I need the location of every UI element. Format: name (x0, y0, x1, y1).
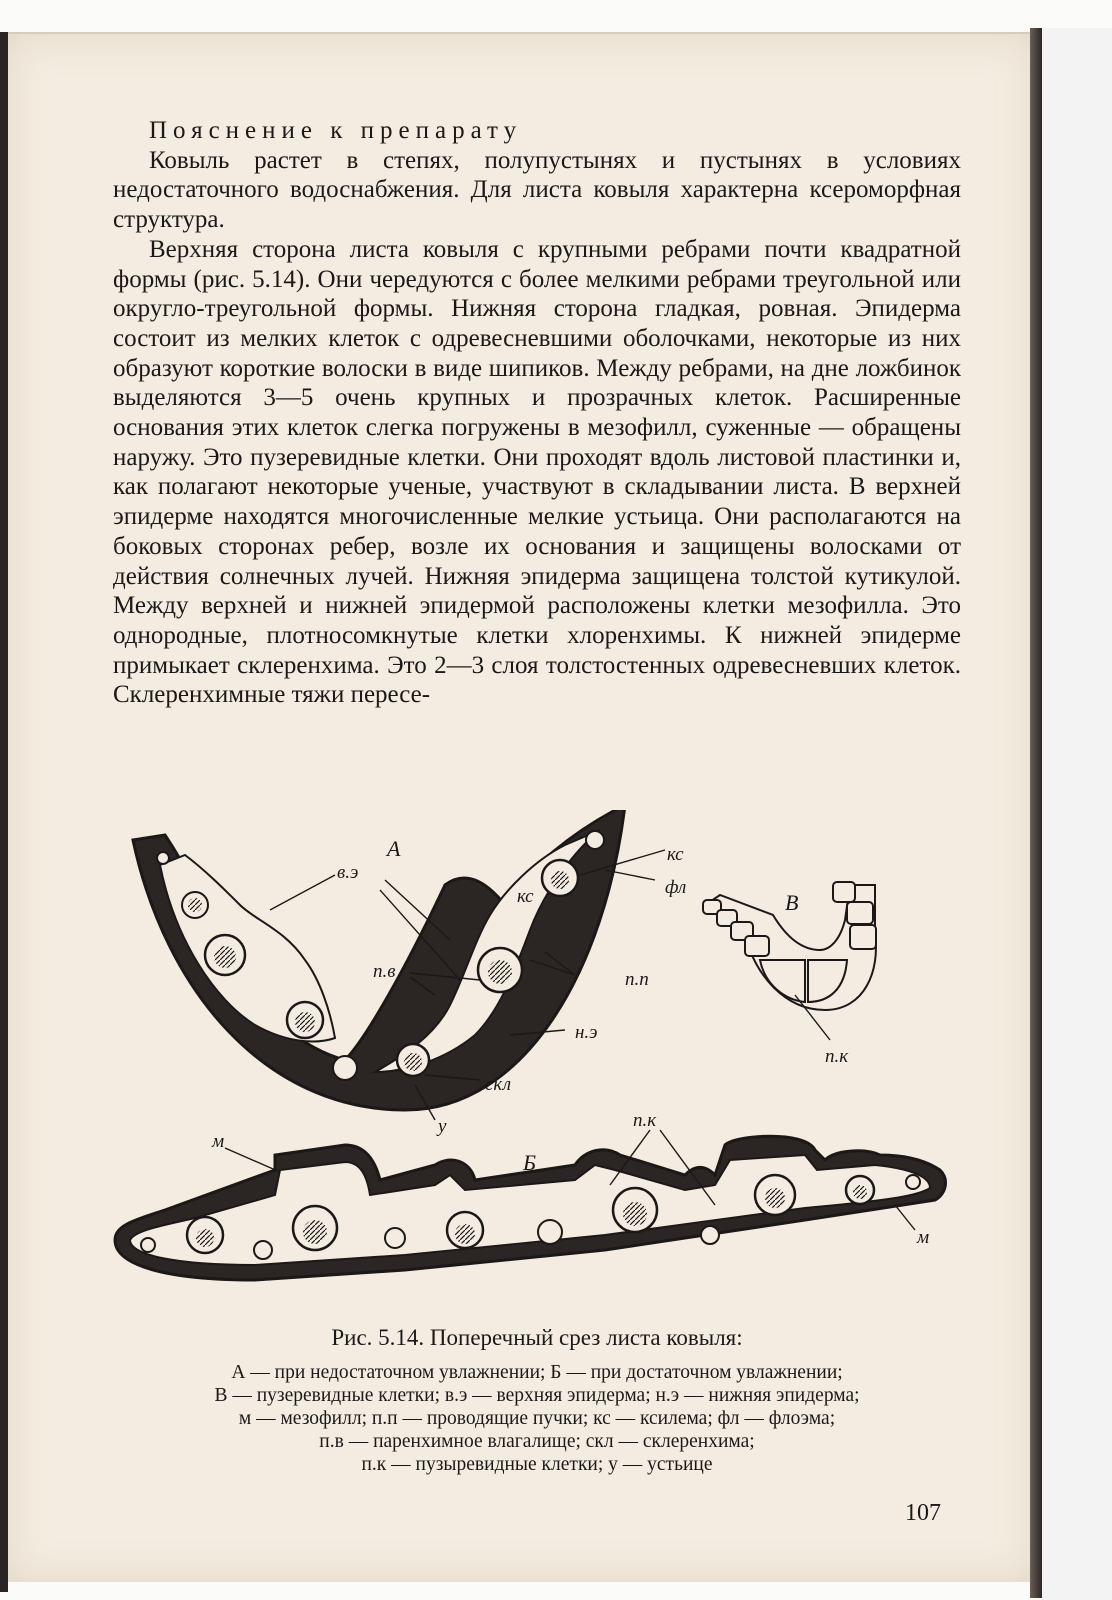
body-text (113, 116, 961, 710)
book-spine (1030, 28, 1042, 1598)
label-ks-inner: кс (517, 886, 534, 907)
left-page-edge (0, 32, 8, 1592)
label-m-left: м (212, 1131, 225, 1152)
label-m-right: м (917, 1227, 930, 1248)
label-fl: фл (665, 877, 687, 898)
scan-margin (1042, 28, 1112, 1600)
label-v: В (785, 890, 799, 915)
caption-line-1: А — при недостаточном увлажнении; Б — при достаточном увлажнении; (231, 1362, 843, 1383)
figure-leaf-cross-section (105, 810, 975, 1310)
caption-line-3: м — мезофилл; п.п — проводящие пучки; кс — ксилема; фл — флоэма; (238, 1408, 836, 1429)
label-ne: н.э (575, 1022, 598, 1043)
caption-line-2: В — пузеревидные клетки; в.э — верхняя эпидерма; н.э — нижняя эпидерма; (214, 1385, 860, 1406)
figure-caption-legend (113, 1361, 961, 1476)
label-skl: скл (485, 1074, 511, 1095)
section-heading: Пояснение к препарату (149, 117, 523, 144)
paragraph-1: Ковыль растет в степях, полупустынях и пустынях в условиях недостаточного водоснабжения. Для листа ковыля характерна ксероморфная структура. (113, 146, 961, 234)
label-pk-b: п.к (633, 1110, 657, 1131)
caption-line-5: п.к — пузыревидные клетки; у — устьице (361, 1454, 713, 1475)
paragraph-2: Верхняя сторона листа ковыля с крупными ребрами почти квадратной формы (рис. 5.14). Они чередуются с более мелкими ребрами треугольной или округло-треугольной формы. Нижняя сторона гладкая, ровная. Эпидерма состоит из мелких клеток с одревесневшими оболочками, некоторые из них образуют короткие волоски в виде шипиков. Между ребрами, на дне ложбинок выделяются 3—5 очень крупных и прозрачных клеток. Расширенные основания этих клеток слегка погружены в мезофилл, суженные — обращены наружу. Это пузеревидные клетки. Они проходят вдоль листовой пластинки и, как полагают некоторые ученые, участвуют в складывании листа. В верхней эпидерме находятся многочисленные мелкие устьица. Они располагаются на боковых сторонах ребер, возле их основания и защищены волосками от действия солнечных лучей. Нижняя эпидерма защищена толстой кутикулой. Между верхней и нижней эпидермой расположены клетки мезофилла. Это однородные, плотносомкнутые клетки хлоренхимы. К нижней эпидерме примыкает склеренхима. Это 2—3 слоя толстостенных одревесневших клеток. Склеренхимные тяжи пересе- (113, 235, 961, 709)
label-ve: в.э (337, 862, 359, 883)
label-pk-v: п.к (825, 1046, 849, 1067)
caption-line-4: п.в — паренхимное влагалище; скл — склеренхима; (319, 1431, 755, 1452)
label-pp: п.п (625, 969, 649, 990)
label-a: А (387, 836, 401, 861)
page-number: 107 (905, 1500, 941, 1526)
leaf-diagram (105, 810, 975, 1310)
label-ks: кс (667, 844, 684, 865)
figure-caption-title: Рис. 5.14. Поперечный срез листа ковыля: (331, 1325, 743, 1350)
label-b: Б (523, 1150, 536, 1175)
label-u: у (438, 1116, 447, 1137)
label-pv: п.в (373, 961, 396, 982)
